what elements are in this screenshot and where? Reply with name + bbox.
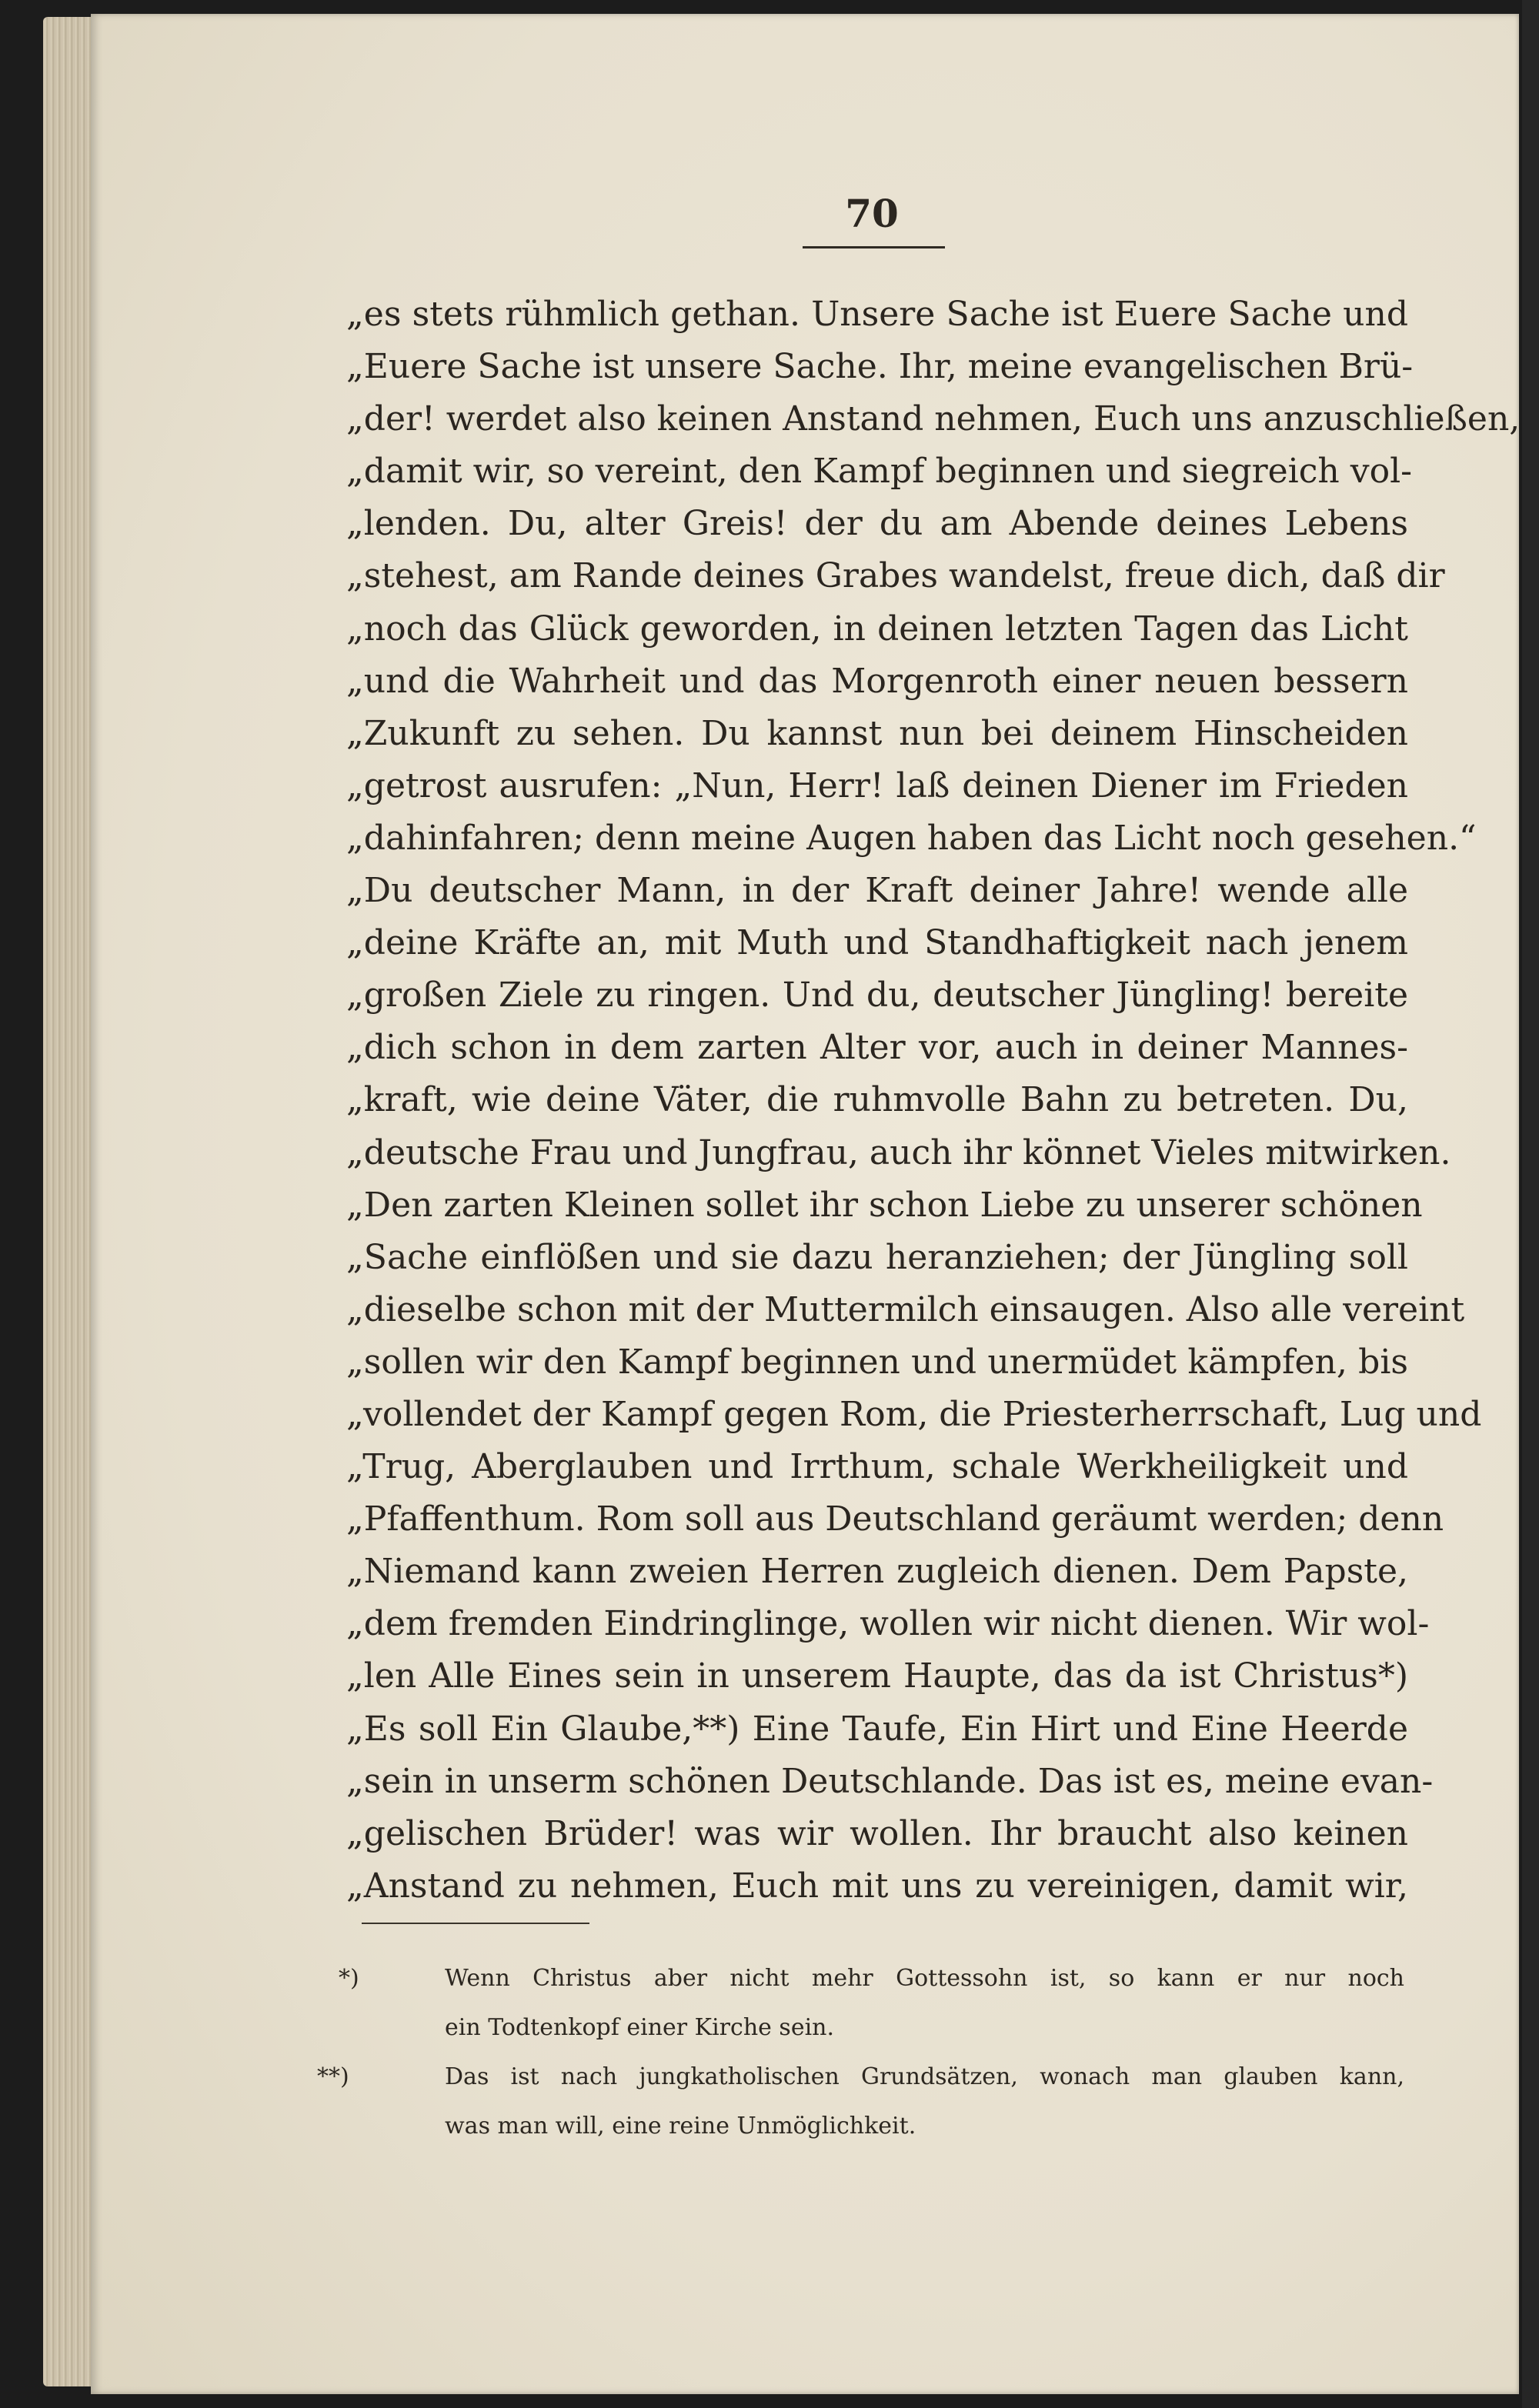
- body-line: „len Alle Eines sein in unserem Haupte, das da ist Christus*): [346, 1656, 1408, 1696]
- body-line: „damit wir, so vereint, den Kampf beginnen und siegreich vol-: [346, 452, 1413, 492]
- body-line: „dem fremden Eindringlinge, wollen wir nicht dienen. Wir wol-: [346, 1604, 1430, 1644]
- footnote-line: Wenn Christus aber nicht mehr Gottessohn ist, so kann er nur noch: [445, 1965, 1404, 1992]
- footnote-1: [339, 1954, 1404, 2053]
- body-line: „Du deutscher Mann, in der Kraft deiner Jahre! wende alle: [346, 871, 1408, 911]
- footnote-rule: [362, 1923, 589, 1924]
- body-line: „Anstand zu nehmen, Euch mit uns zu vereinigen, damit wir,: [346, 1866, 1408, 1906]
- body-text: [346, 288, 1521, 1913]
- body-line: „dich schon in dem zarten Alter vor, auch in deiner Mannes-: [346, 1028, 1408, 1068]
- body-line: „und die Wahrheit und das Morgenroth einer neuen bessern: [346, 661, 1408, 701]
- footnote-marker: *): [339, 1965, 359, 1992]
- body-line: „Zukunft zu sehen. Du kannst nun bei deinem Hinscheiden: [346, 713, 1408, 753]
- body-line: „Trug, Aberglauben und Irrthum, schale Werkheiligkeit und: [346, 1447, 1408, 1487]
- body-line: „Pfaffenthum. Rom soll aus Deutschland geräumt werden; denn: [346, 1499, 1444, 1539]
- footnote-marker: **): [317, 2063, 349, 2090]
- body-line: „deine Kräfte an, mit Muth und Standhaftigkeit nach jenem: [346, 923, 1408, 963]
- footnote-line: was man will, eine reine Unmöglichkeit.: [445, 2113, 916, 2140]
- body-line: „großen Ziele zu ringen. Und du, deutscher Jüngling! bereite: [346, 976, 1408, 1016]
- body-line: „noch das Glück geworden, in deinen letzten Tagen das Licht: [346, 609, 1408, 649]
- body-line: „lenden. Du, alter Greis! der du am Abende deines Lebens: [346, 504, 1408, 544]
- body-line: „es stets rühmlich gethan. Unsere Sache ist Euere Sache und: [346, 295, 1408, 334]
- body-line: „sein in unserm schönen Deutschlande. Das ist es, meine evan-: [346, 1761, 1434, 1801]
- body-line: „Sache einflößen und sie dazu heranziehen; der Jüngling soll: [346, 1237, 1408, 1277]
- body-line: „vollendet der Kampf gegen Rom, die Priesterherrschaft, Lug und: [346, 1394, 1482, 1434]
- body-line: „Es soll Ein Glaube,**) Eine Taufe, Ein Hirt und Eine Heerde: [346, 1709, 1408, 1749]
- footnote-line: ein Todtenkopf einer Kirche sein.: [445, 2014, 835, 2041]
- body-line: „sollen wir den Kampf beginnen und unermüdet kämpfen, bis: [346, 1342, 1408, 1382]
- body-line: „gelischen Brüder! was wir wollen. Ihr braucht also keinen: [346, 1813, 1408, 1853]
- page-number-rule: [803, 246, 945, 248]
- body-line: „getrost ausrufen: „Nun, Herr! laß deinen Diener im Frieden: [346, 765, 1408, 805]
- body-line: „Euere Sache ist unsere Sache. Ihr, meine evangelischen Brü-: [346, 347, 1414, 387]
- body-line: „stehest, am Rande deines Grabes wandelst, freue dich, daß dir: [346, 556, 1445, 596]
- body-line: „dahinfahren; denn meine Augen haben das Licht noch gesehen.“: [346, 818, 1477, 858]
- body-line: „Niemand kann zweien Herren zugleich dienen. Dem Papste,: [346, 1552, 1408, 1592]
- footnote-line: Das ist nach jungkatholischen Grundsätzen, wonach man glauben kann,: [445, 2063, 1404, 2090]
- footnotes: [317, 1954, 1404, 2151]
- right-dark-edge: [1522, 0, 1539, 2408]
- footnote-2: [317, 2053, 1404, 2151]
- body-line: „dieselbe schon mit der Muttermilch einsaugen. Also alle vereint: [346, 1289, 1465, 1329]
- body-line: „Den zarten Kleinen sollet ihr schon Liebe zu unserer schönen: [346, 1185, 1423, 1225]
- body-line: „der! werdet also keinen Anstand nehmen, Euch uns anzuschließen,: [346, 399, 1521, 439]
- page-number: 70: [845, 191, 899, 236]
- body-line: „kraft, wie deine Väter, die ruhmvolle Bahn zu betreten. Du,: [346, 1080, 1408, 1120]
- body-line: „deutsche Frau und Jungfrau, auch ihr könnet Vieles mitwirken.: [346, 1132, 1451, 1172]
